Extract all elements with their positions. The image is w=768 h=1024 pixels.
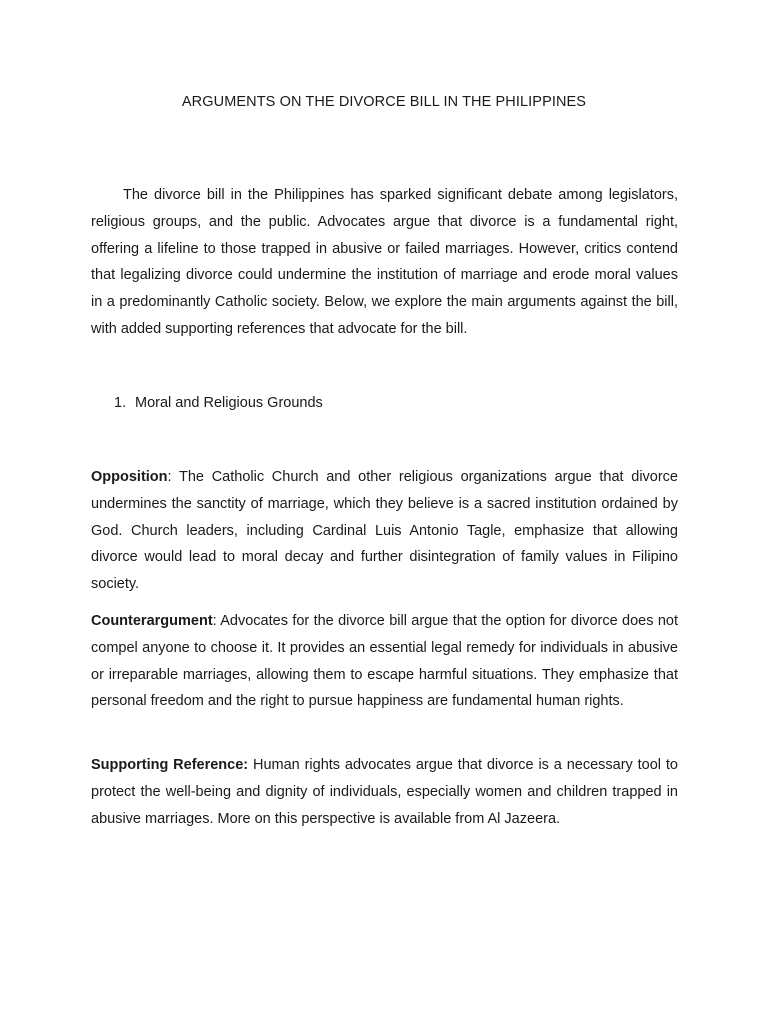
section-title: Moral and Religious Grounds	[135, 395, 323, 411]
supporting-reference-text: Human rights advocates argue that divorce is a necessary tool to protect the well-being and dignity of individuals, especially women and children trapped in abusive marriages. More on this perspective is available from Al Jazeera.	[91, 757, 678, 827]
section-heading	[114, 393, 323, 413]
intro-paragraph: The divorce bill in the Philippines has sparked significant debate among legislators, religious groups, and the public. Advocates argue that divorce is a fundamental right, offering a lifeline to those trapped in abusive or failed marriages. However, critics contend that legalizing divorce could undermine the institution of marriage and erode moral values in a predominantly Catholic society. Below, we explore the main arguments against the bill, with added supporting references that advocate for the bill.	[91, 187, 678, 337]
section-number: 1.	[114, 395, 127, 411]
supporting-reference-label: Supporting Reference:	[91, 757, 249, 773]
opposition-separator: :	[167, 469, 179, 485]
document-title: ARGUMENTS ON THE DIVORCE BILL IN THE PHILIPPINES	[181, 94, 587, 110]
opposition-label: Opposition	[91, 469, 168, 485]
counterargument-label: Counterargument	[91, 613, 213, 629]
opposition-text: The Catholic Church and other religious organizations argue that divorce undermines the sanctity of marriage, which they believe is a sacred institution ordained by God. Church leaders, including Cardinal Luis Antonio Tagle, emphasize that allowing divorce would lead to moral decay and further disintegration of family values in Filipino society.	[91, 469, 678, 593]
counterargument-text: Advocates for the divorce bill argue that the option for divorce does not compel anyone to choose it. It provides an essential legal remedy for individuals in abusive or irreparable marriages, allowing them to escape harmful situations. They emphasize that personal freedom and the right to pursue happiness are fundamental human rights.	[91, 613, 678, 710]
supporting-reference-paragraph	[91, 752, 678, 832]
counterargument-paragraph	[91, 608, 678, 715]
counterargument-separator: :	[212, 613, 221, 629]
opposition-paragraph	[91, 464, 678, 598]
